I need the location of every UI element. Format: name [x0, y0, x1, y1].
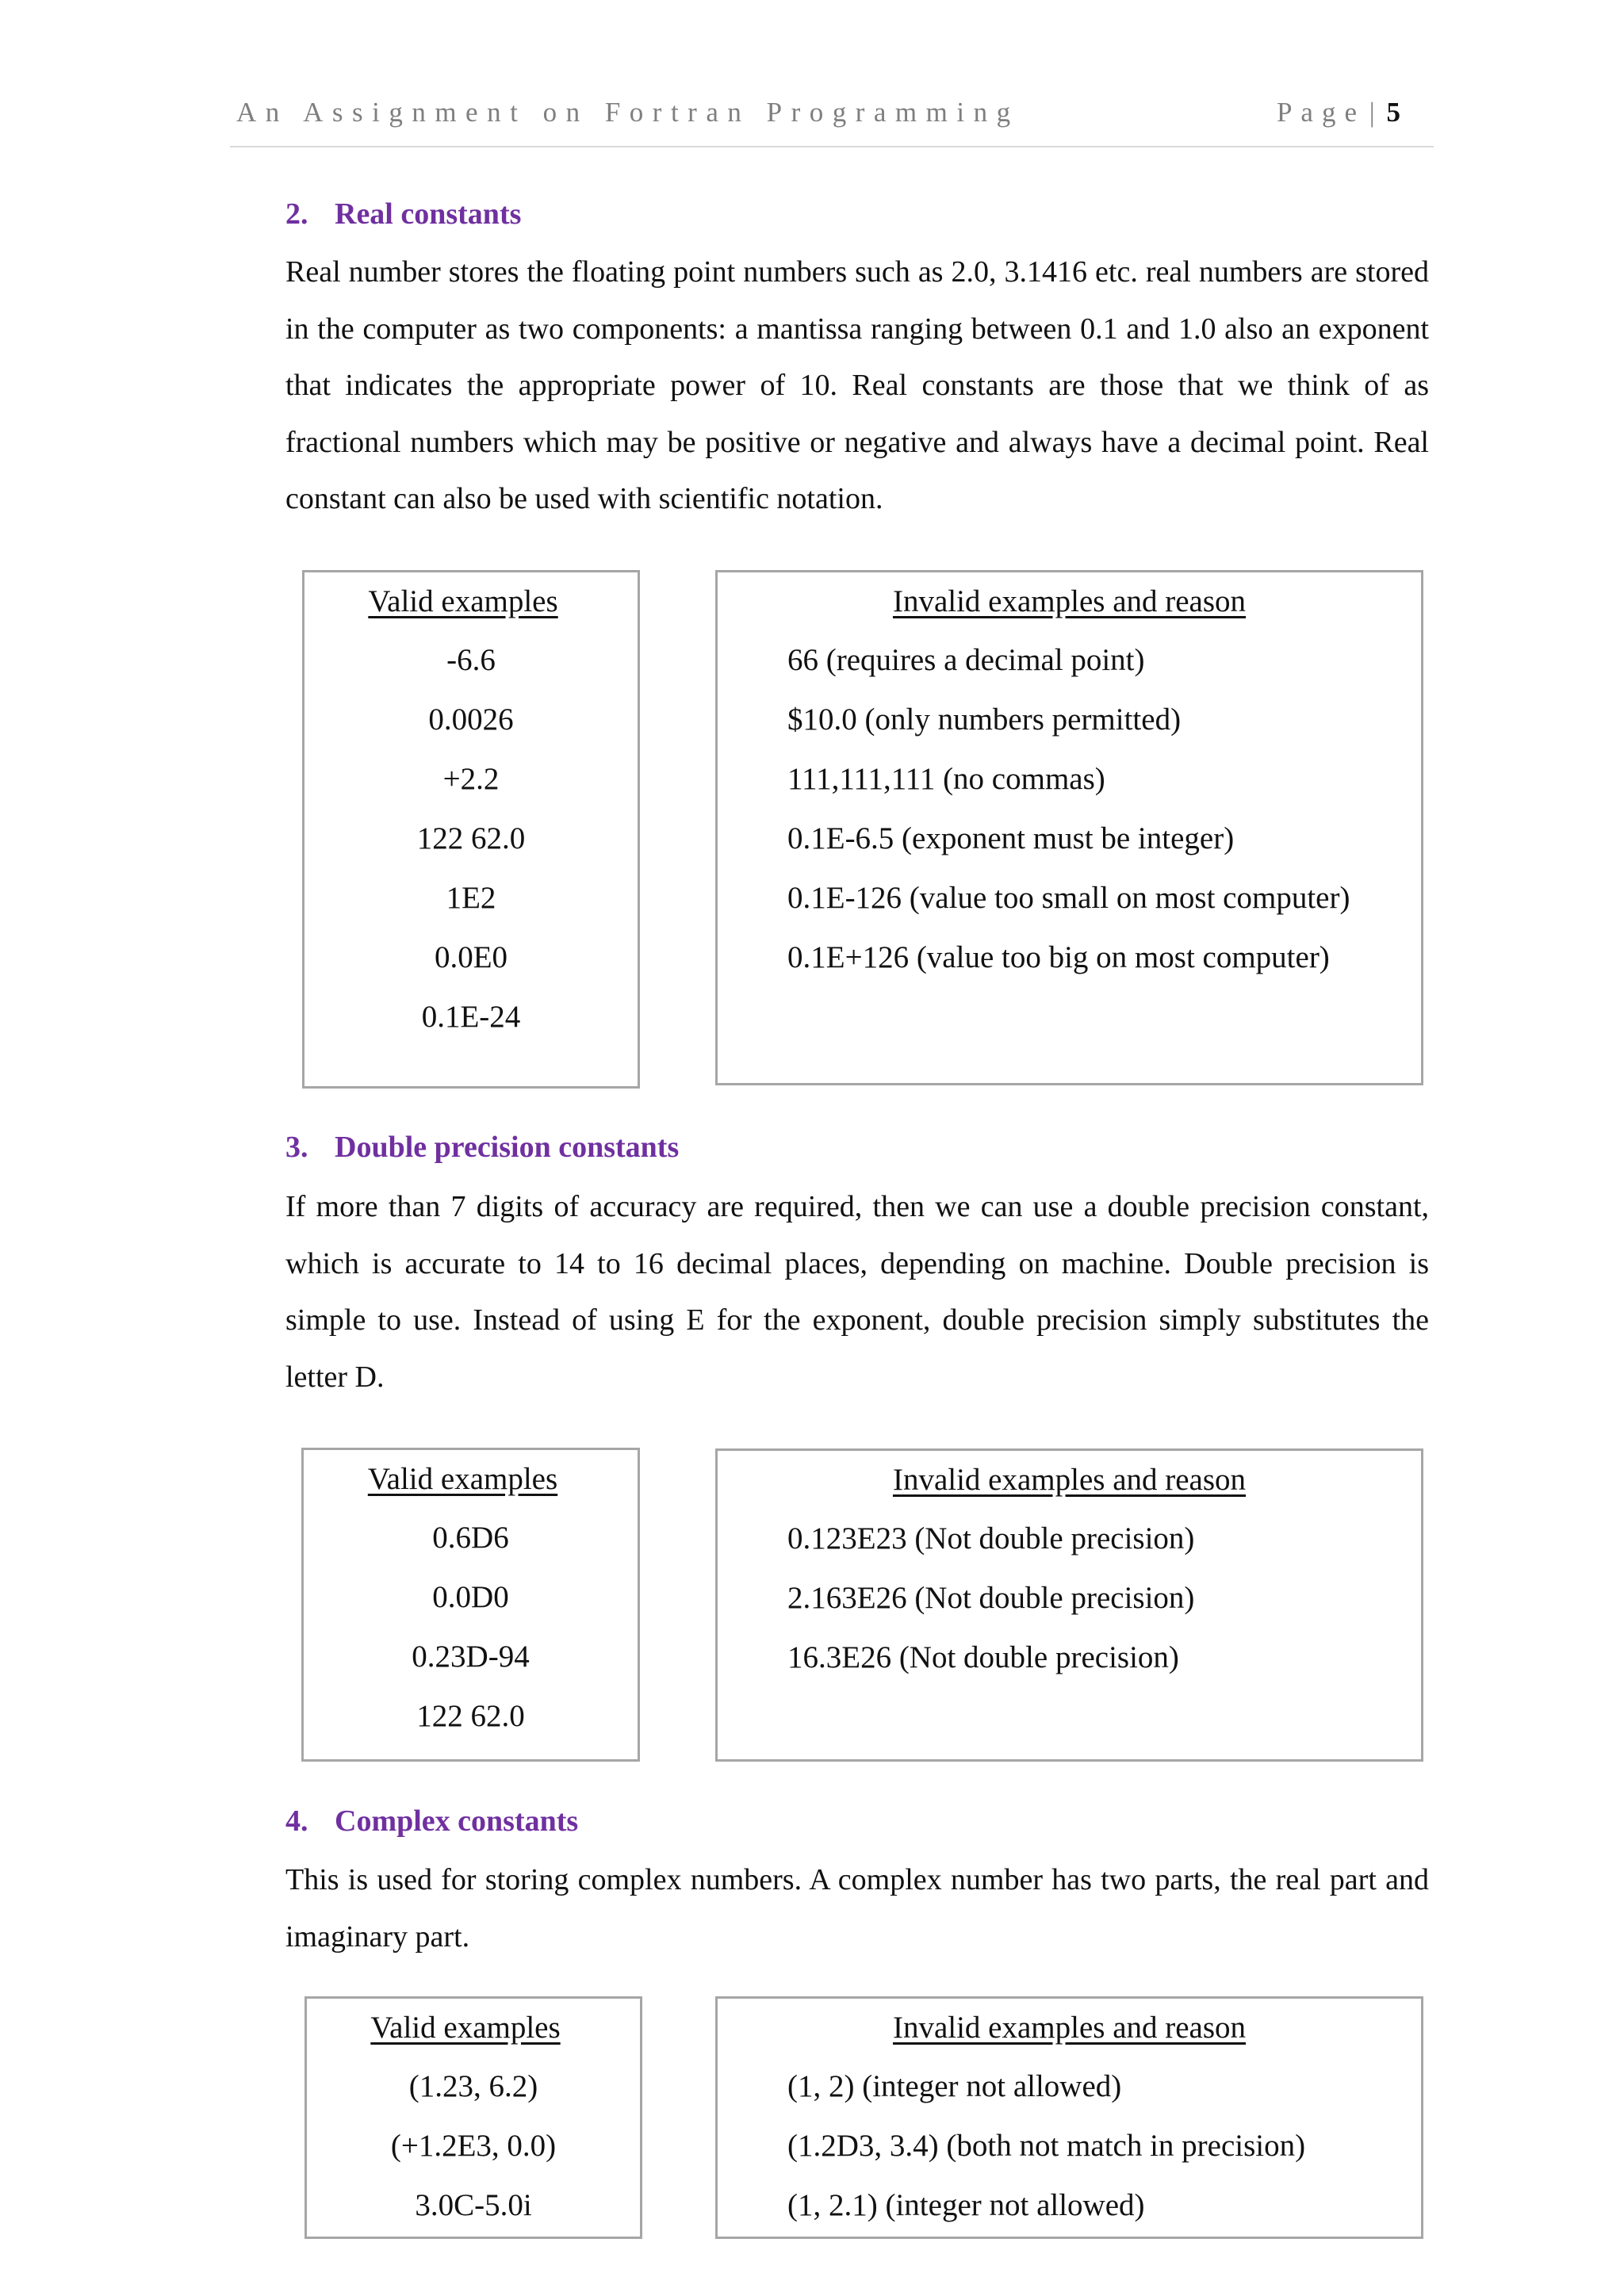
- header-page: [1277, 97, 1400, 128]
- section-paragraph: This is used for storing complex numbers. A complex number has two parts, the real part and imaginary part.: [285, 1863, 1429, 1954]
- list-item: 0.1E-24: [421, 1000, 521, 1034]
- list-item: $10.0 (only numbers permitted): [787, 702, 1182, 737]
- list-item: (1, 2) (integer not allowed): [787, 2069, 1122, 2103]
- list-item: (1.23, 6.2): [408, 2069, 538, 2103]
- list-item: 2.163E26 (Not double precision): [787, 1581, 1195, 1615]
- invalid-examples-list: [718, 643, 1421, 1000]
- valid-examples-list: [307, 2069, 640, 2248]
- invalid-examples-box: [715, 570, 1423, 1085]
- list-item: -6.6: [446, 643, 496, 677]
- invalid-examples-box: [715, 1996, 1423, 2239]
- list-item: 0.6D6: [432, 1521, 509, 1555]
- list-item: 0.1E-126 (value too small on most computer): [787, 881, 1350, 915]
- section-heading-real-constants: [285, 197, 521, 232]
- list-item: (+1.2E3, 0.0): [390, 2129, 557, 2163]
- header-title: An Assignment on Fortran Programming: [236, 97, 1020, 128]
- valid-examples-list: [304, 1521, 638, 1758]
- list-item: 0.1E-6.5 (exponent must be integer): [787, 821, 1235, 855]
- header-rule: [230, 146, 1434, 147]
- list-item: 0.23D-94: [412, 1640, 530, 1674]
- valid-examples-list: [304, 643, 638, 1059]
- list-item: (1.2D3, 3.4) (both not match in precision): [787, 2129, 1306, 2163]
- list-item: 111,111,111 (no commas): [787, 762, 1105, 796]
- list-item: 122 62.0: [416, 821, 526, 855]
- list-item: +2.2: [442, 762, 500, 796]
- section-title: Real constants: [335, 197, 522, 231]
- page-number: 5: [1386, 97, 1400, 128]
- list-item: 0.0026: [428, 702, 514, 737]
- valid-examples-title: Valid examples: [368, 584, 558, 618]
- invalid-examples-box: [715, 1448, 1423, 1762]
- list-item: 0.1E+126 (value too big on most computer): [787, 940, 1330, 974]
- list-item: 0.123E23 (Not double precision): [787, 1521, 1195, 1556]
- section-number: 2.: [285, 197, 308, 231]
- list-item: 16.3E26 (Not double precision): [787, 1640, 1179, 1674]
- section-heading-complex-constants: [285, 1804, 578, 1839]
- section-paragraph: If more than 7 digits of accuracy are required, then we can use a double precision constant, which is accurate to 14 to 16 decimal places, depending on machine. Double precision is simple to use. Instead of using E for the exponent, double precision simply substitutes the letter D.: [285, 1190, 1429, 1394]
- valid-examples-box: [304, 1996, 642, 2239]
- section-paragraph: Real number stores the floating point numbers such as 2.0, 3.1416 etc. real numbers are stored in the computer as two components: a mantissa ranging between 0.1 and 1.0 also an exponent that indicates the appropriate power of 10. Real constants are those that we think of as fractional numbers which may be positive or negative and always have a decimal point. Real constant can also be used with scientific notation.: [285, 255, 1429, 515]
- header-separator: |: [1369, 97, 1375, 128]
- list-item: 0.0E0: [434, 940, 508, 974]
- section-title: Double precision constants: [335, 1131, 680, 1164]
- header-page-label: Page: [1276, 97, 1365, 128]
- list-item: 0.0D0: [432, 1580, 509, 1614]
- valid-examples-box: [301, 1448, 640, 1762]
- page-header: [235, 97, 1435, 147]
- invalid-examples-title: Invalid examples and reason: [892, 2011, 1247, 2045]
- valid-examples-title: Valid examples: [370, 2011, 561, 2045]
- invalid-examples-list: [718, 1521, 1421, 1700]
- invalid-examples-title: Invalid examples and reason: [892, 1463, 1247, 1497]
- section-heading-double-precision: [285, 1130, 679, 1165]
- section-title: Complex constants: [335, 1804, 579, 1838]
- section-number: 3.: [285, 1131, 308, 1164]
- list-item: (1, 2.1) (integer not allowed): [787, 2188, 1145, 2222]
- section-number: 4.: [285, 1804, 308, 1838]
- valid-examples-title: Valid examples: [367, 1462, 558, 1496]
- list-item: 1E2: [446, 881, 496, 915]
- invalid-examples-title: Invalid examples and reason: [892, 584, 1247, 618]
- invalid-examples-list: [718, 2069, 1421, 2248]
- valid-examples-box: [302, 570, 640, 1089]
- list-item: 122 62.0: [416, 1699, 525, 1733]
- list-item: 3.0C-5.0i: [415, 2188, 532, 2222]
- list-item: 66 (requires a decimal point): [787, 643, 1145, 677]
